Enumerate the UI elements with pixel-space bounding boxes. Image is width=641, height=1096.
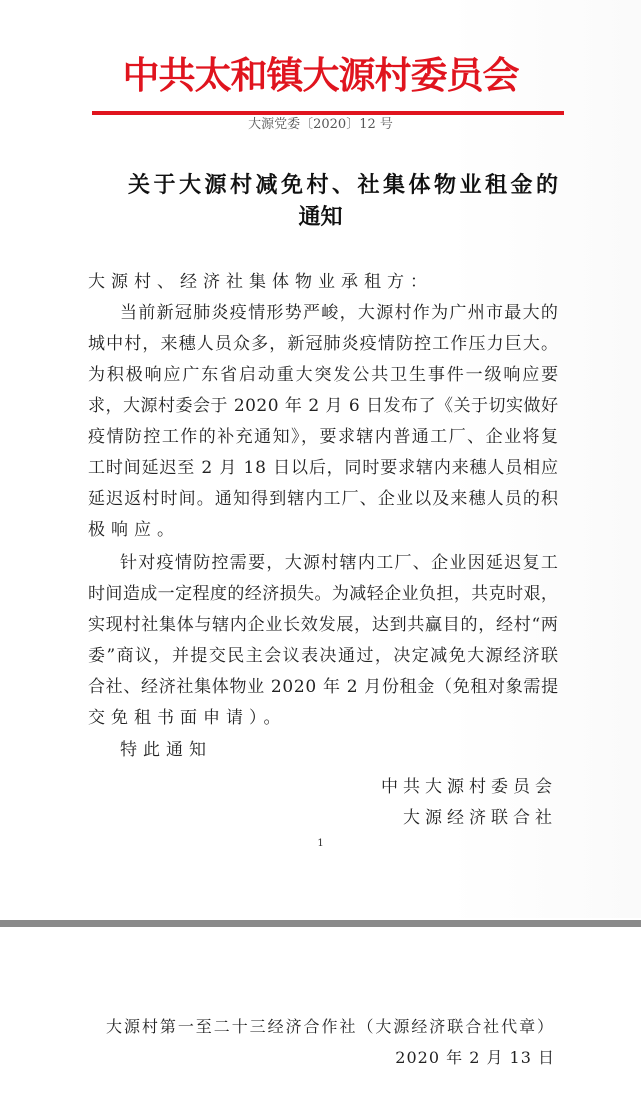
page-number: 1	[317, 838, 324, 849]
body-line: 极响应。	[88, 520, 180, 540]
body-line: 交免租书面申请）。	[88, 708, 287, 728]
body-line: 工时间延迟至 2 月 18 日以后，同时要求辖内来穗人员相应	[88, 458, 559, 478]
signature-party-committee: 中共大源村委员会	[381, 777, 557, 797]
body-line: 合社、经济社集体物业 2020 年 2 月份租金（免租对象需提	[88, 677, 559, 697]
closing: 特此通知	[120, 740, 212, 760]
body-line: 城中村，来穗人员众多，新冠肺炎疫情防控工作压力巨大。	[88, 334, 560, 354]
page-separator	[0, 920, 641, 927]
body-line: 当前新冠肺炎疫情形势严峻，大源村作为广州市最大的	[120, 303, 560, 323]
footer-date: 2020 年 2 月 13 日	[395, 1048, 555, 1067]
body-line: 时间造成一定程度的经济损失。为减轻企业负担，共克时艰，	[88, 584, 559, 604]
org-title: 中共太和镇大源村委员会	[122, 53, 519, 97]
body-line: 疫情防控工作的补充通知》，要求辖内普通工厂、企业将复	[88, 427, 560, 447]
notice-heading-line2: 通知	[298, 204, 343, 230]
doc-number: 大源党委〔2020〕12 号	[248, 117, 393, 132]
body-line: 延迟返村时间。通知得到辖内工厂、企业以及来穗人员的积	[88, 489, 560, 509]
salutation: 大源村、经济社集体物业承租方：	[88, 272, 433, 292]
signature-joint-cooperative: 大源经济联合社	[403, 808, 557, 828]
footer-signatory: 大源村第一至二十三经济合作社（大源经济联合社代章）	[106, 1017, 556, 1036]
body-line: 针对疫情防控需要，大源村辖内工厂、企业因延迟复工	[120, 553, 560, 573]
red-divider	[92, 111, 564, 115]
body-line: 求，大源村委会于 2020 年 2 月 6 日发布了《关于切实做好	[88, 396, 559, 416]
body-line: 委”商议，并提交民主会议表决通过，决定减免大源经济联	[88, 646, 560, 666]
notice-heading-line1: 关于大源村减免村、社集体物业租金的	[128, 172, 562, 198]
body-line: 为积极响应广东省启动重大突发公共卫生事件一级响应要	[88, 365, 560, 385]
body-line: 实现村社集体与辖内企业长效发展，达到共赢目的，经村“两	[88, 615, 559, 635]
